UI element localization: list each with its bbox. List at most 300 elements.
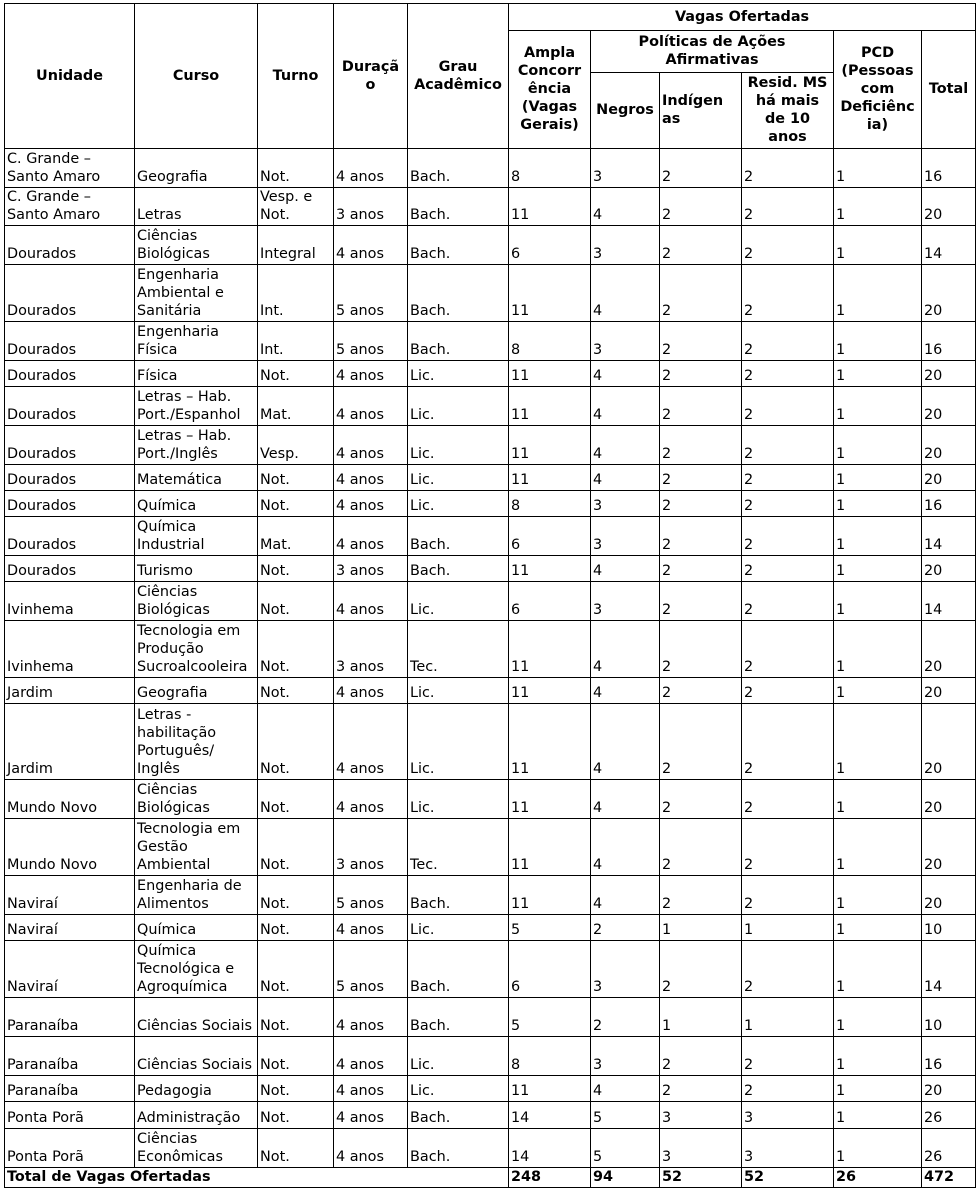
cell-pcd: 1 <box>834 941 922 998</box>
cell-curso: Tecnologia em Produção Sucroalcooleira <box>135 621 258 678</box>
cell-curso: Engenharia Ambiental e Sanitária <box>135 265 258 322</box>
cell-curso: Tecnologia em Gestão Ambiental <box>135 819 258 876</box>
cell-indigenas: 2 <box>660 1076 742 1102</box>
cell-duracao: 5 anos <box>334 265 408 322</box>
cell-indigenas: 2 <box>660 941 742 998</box>
cell-pcd: 1 <box>834 876 922 915</box>
cell-grau: Bach. <box>408 556 509 582</box>
cell-ampla: 6 <box>509 517 591 556</box>
cell-ampla: 11 <box>509 556 591 582</box>
cell-unidade: Paranaíba <box>5 1037 135 1076</box>
table-row <box>5 491 976 517</box>
cell-curso: Geografia <box>135 149 258 188</box>
cell-curso: Geografia <box>135 678 258 704</box>
table-row <box>5 941 976 998</box>
cell-duracao: 4 anos <box>334 149 408 188</box>
cell-indigenas: 2 <box>660 265 742 322</box>
cell-resid: 2 <box>742 704 834 780</box>
cell-resid: 1 <box>742 998 834 1037</box>
cell-pcd: 1 <box>834 226 922 265</box>
cell-pcd: 1 <box>834 780 922 819</box>
cell-grau: Bach. <box>408 188 509 226</box>
cell-resid: 2 <box>742 941 834 998</box>
cell-resid: 2 <box>742 819 834 876</box>
cell-duracao: 3 anos <box>334 556 408 582</box>
cell-resid: 2 <box>742 582 834 621</box>
cell-unidade: Dourados <box>5 491 135 517</box>
cell-pcd: 1 <box>834 556 922 582</box>
header-pcd: PCD (Pessoas com Deficiênc ia) <box>834 31 922 149</box>
cell-unidade: Mundo Novo <box>5 819 135 876</box>
table-row <box>5 1102 976 1129</box>
cell-grau: Lic. <box>408 491 509 517</box>
cell-turno: Int. <box>258 322 334 361</box>
cell-negros: 4 <box>591 556 660 582</box>
table-row <box>5 226 976 265</box>
cell-indigenas: 2 <box>660 517 742 556</box>
cell-total: 14 <box>922 582 976 621</box>
cell-duracao: 3 anos <box>334 819 408 876</box>
cell-turno: Not. <box>258 819 334 876</box>
cell-duracao: 4 anos <box>334 491 408 517</box>
cell-turno: Vesp. e Not. <box>258 188 334 226</box>
cell-unidade: Naviraí <box>5 915 135 941</box>
cell-indigenas: 2 <box>660 704 742 780</box>
cell-ampla: 5 <box>509 998 591 1037</box>
cell-total: 10 <box>922 998 976 1037</box>
cell-indigenas: 2 <box>660 226 742 265</box>
table-row <box>5 819 976 876</box>
cell-negros: 2 <box>591 998 660 1037</box>
cell-pcd: 1 <box>834 491 922 517</box>
cell-duracao: 4 anos <box>334 1076 408 1102</box>
cell-duracao: 3 anos <box>334 188 408 226</box>
cell-negros: 3 <box>591 322 660 361</box>
cell-turno: Not. <box>258 1037 334 1076</box>
cell-curso: Matemática <box>135 465 258 491</box>
cell-total: 20 <box>922 876 976 915</box>
cell-duracao: 4 anos <box>334 387 408 426</box>
cell-indigenas: 2 <box>660 582 742 621</box>
cell-indigenas: 1 <box>660 998 742 1037</box>
cell-turno: Not. <box>258 465 334 491</box>
table-row <box>5 387 976 426</box>
table-row <box>5 704 976 780</box>
cell-total: 20 <box>922 361 976 387</box>
cell-unidade: Dourados <box>5 361 135 387</box>
cell-unidade: Dourados <box>5 265 135 322</box>
header-unidade: Unidade <box>5 4 135 149</box>
cell-grau: Lic. <box>408 780 509 819</box>
cell-negros: 3 <box>591 226 660 265</box>
cell-curso: Letras – Hab. Port./Inglês <box>135 426 258 465</box>
cell-negros: 4 <box>591 465 660 491</box>
cell-unidade: Dourados <box>5 426 135 465</box>
cell-duracao: 4 anos <box>334 582 408 621</box>
cell-grau: Tec. <box>408 621 509 678</box>
table-row <box>5 517 976 556</box>
cell-ampla: 11 <box>509 780 591 819</box>
cell-duracao: 4 anos <box>334 426 408 465</box>
totals-indigenas: 52 <box>660 1168 742 1188</box>
cell-turno: Not. <box>258 1076 334 1102</box>
totals-ampla: 248 <box>509 1168 591 1188</box>
cell-ampla: 11 <box>509 678 591 704</box>
cell-indigenas: 2 <box>660 819 742 876</box>
cell-pcd: 1 <box>834 704 922 780</box>
cell-turno: Not. <box>258 491 334 517</box>
cell-indigenas: 2 <box>660 780 742 819</box>
cell-unidade: Jardim <box>5 678 135 704</box>
cell-pcd: 1 <box>834 517 922 556</box>
cell-total: 20 <box>922 704 976 780</box>
cell-resid: 2 <box>742 322 834 361</box>
cell-ampla: 11 <box>509 819 591 876</box>
cell-duracao: 4 anos <box>334 998 408 1037</box>
cell-negros: 4 <box>591 387 660 426</box>
cell-ampla: 14 <box>509 1129 591 1168</box>
cell-ampla: 14 <box>509 1102 591 1129</box>
cell-curso: Química Tecnológica e Agroquímica <box>135 941 258 998</box>
cell-turno: Not. <box>258 704 334 780</box>
cell-resid: 2 <box>742 780 834 819</box>
cell-resid: 2 <box>742 188 834 226</box>
cell-ampla: 8 <box>509 322 591 361</box>
cell-ampla: 6 <box>509 226 591 265</box>
cell-total: 20 <box>922 556 976 582</box>
cell-unidade: Dourados <box>5 226 135 265</box>
cell-curso: Química <box>135 491 258 517</box>
cell-unidade: C. Grande – Santo Amaro <box>5 149 135 188</box>
cell-curso: Administração <box>135 1102 258 1129</box>
totals-total: 472 <box>922 1168 976 1188</box>
cell-grau: Bach. <box>408 322 509 361</box>
cell-resid: 2 <box>742 426 834 465</box>
cell-resid: 2 <box>742 1076 834 1102</box>
cell-resid: 2 <box>742 465 834 491</box>
cell-negros: 4 <box>591 1076 660 1102</box>
cell-resid: 1 <box>742 915 834 941</box>
cell-grau: Tec. <box>408 819 509 876</box>
cell-negros: 3 <box>591 582 660 621</box>
cell-pcd: 1 <box>834 678 922 704</box>
cell-duracao: 5 anos <box>334 322 408 361</box>
cell-negros: 4 <box>591 819 660 876</box>
cell-turno: Int. <box>258 265 334 322</box>
cell-curso: Ciências Biológicas <box>135 226 258 265</box>
cell-ampla: 6 <box>509 582 591 621</box>
table-row <box>5 1129 976 1168</box>
cell-indigenas: 2 <box>660 556 742 582</box>
cell-indigenas: 2 <box>660 1037 742 1076</box>
cell-total: 20 <box>922 387 976 426</box>
cell-unidade: C. Grande – Santo Amaro <box>5 188 135 226</box>
cell-turno: Integral <box>258 226 334 265</box>
totals-label: Total de Vagas Ofertadas <box>5 1168 509 1188</box>
cell-resid: 2 <box>742 517 834 556</box>
cell-negros: 4 <box>591 621 660 678</box>
cell-ampla: 6 <box>509 941 591 998</box>
table-row <box>5 780 976 819</box>
cell-indigenas: 3 <box>660 1129 742 1168</box>
cell-curso: Ciências Biológicas <box>135 582 258 621</box>
cell-total: 16 <box>922 149 976 188</box>
document-page <box>4 3 976 1188</box>
cell-curso: Engenharia de Alimentos <box>135 876 258 915</box>
cell-curso: Letras - habilitação Português/ Inglês <box>135 704 258 780</box>
table-row <box>5 465 976 491</box>
cell-ampla: 11 <box>509 426 591 465</box>
cell-pcd: 1 <box>834 1129 922 1168</box>
cell-grau: Bach. <box>408 876 509 915</box>
cell-turno: Vesp. <box>258 426 334 465</box>
cell-turno: Not. <box>258 1102 334 1129</box>
cell-indigenas: 2 <box>660 361 742 387</box>
cell-duracao: 4 anos <box>334 678 408 704</box>
cell-grau: Bach. <box>408 998 509 1037</box>
cell-turno: Not. <box>258 941 334 998</box>
cell-negros: 4 <box>591 361 660 387</box>
cell-unidade: Paranaíba <box>5 1076 135 1102</box>
cell-duracao: 3 anos <box>334 621 408 678</box>
header-turno: Turno <box>258 4 334 149</box>
cell-grau: Bach. <box>408 941 509 998</box>
cell-negros: 3 <box>591 941 660 998</box>
cell-pcd: 1 <box>834 582 922 621</box>
cell-grau: Lic. <box>408 1076 509 1102</box>
cell-grau: Lic. <box>408 1037 509 1076</box>
cell-duracao: 4 anos <box>334 517 408 556</box>
cell-resid: 2 <box>742 387 834 426</box>
cell-pcd: 1 <box>834 1037 922 1076</box>
table-row <box>5 556 976 582</box>
cell-unidade: Naviraí <box>5 941 135 998</box>
cell-indigenas: 2 <box>660 322 742 361</box>
cell-turno: Not. <box>258 556 334 582</box>
table-row <box>5 876 976 915</box>
cell-unidade: Dourados <box>5 322 135 361</box>
cell-indigenas: 2 <box>660 465 742 491</box>
cell-negros: 4 <box>591 780 660 819</box>
cell-total: 20 <box>922 678 976 704</box>
cell-grau: Lic. <box>408 678 509 704</box>
cell-resid: 3 <box>742 1102 834 1129</box>
cell-turno: Not. <box>258 998 334 1037</box>
cell-pcd: 1 <box>834 265 922 322</box>
cell-negros: 4 <box>591 188 660 226</box>
cell-pcd: 1 <box>834 915 922 941</box>
cell-total: 26 <box>922 1102 976 1129</box>
totals-negros: 94 <box>591 1168 660 1188</box>
cell-total: 20 <box>922 621 976 678</box>
totals-row <box>5 1168 976 1188</box>
header-curso: Curso <box>135 4 258 149</box>
cell-turno: Not. <box>258 780 334 819</box>
cell-curso: Engenharia Física <box>135 322 258 361</box>
cell-total: 14 <box>922 226 976 265</box>
cell-grau: Lic. <box>408 426 509 465</box>
cell-grau: Bach. <box>408 226 509 265</box>
cell-ampla: 11 <box>509 265 591 322</box>
cell-pcd: 1 <box>834 465 922 491</box>
cell-pcd: 1 <box>834 1102 922 1129</box>
cell-duracao: 4 anos <box>334 1129 408 1168</box>
cell-duracao: 5 anos <box>334 941 408 998</box>
header-grau: Grau Acadêmico <box>408 4 509 149</box>
cell-curso: Letras <box>135 188 258 226</box>
cell-total: 20 <box>922 188 976 226</box>
cell-ampla: 11 <box>509 1076 591 1102</box>
totals-resid: 52 <box>742 1168 834 1188</box>
cell-turno: Mat. <box>258 387 334 426</box>
cell-turno: Not. <box>258 915 334 941</box>
cell-total: 20 <box>922 780 976 819</box>
cell-grau: Lic. <box>408 361 509 387</box>
cell-grau: Lic. <box>408 582 509 621</box>
cell-curso: Pedagogia <box>135 1076 258 1102</box>
cell-resid: 2 <box>742 149 834 188</box>
cell-pcd: 1 <box>834 998 922 1037</box>
cell-grau: Bach. <box>408 517 509 556</box>
cell-pcd: 1 <box>834 322 922 361</box>
cell-pcd: 1 <box>834 819 922 876</box>
table-row <box>5 188 976 226</box>
cell-negros: 4 <box>591 876 660 915</box>
cell-resid: 2 <box>742 621 834 678</box>
cell-total: 20 <box>922 465 976 491</box>
cell-turno: Not. <box>258 678 334 704</box>
cell-turno: Not. <box>258 1129 334 1168</box>
table-row <box>5 678 976 704</box>
cell-turno: Not. <box>258 361 334 387</box>
cell-indigenas: 2 <box>660 188 742 226</box>
cell-ampla: 8 <box>509 149 591 188</box>
cell-total: 20 <box>922 819 976 876</box>
cell-total: 16 <box>922 1037 976 1076</box>
cell-turno: Not. <box>258 621 334 678</box>
cell-pcd: 1 <box>834 621 922 678</box>
table-row <box>5 998 976 1037</box>
cell-total: 16 <box>922 491 976 517</box>
cell-indigenas: 2 <box>660 149 742 188</box>
cell-unidade: Ponta Porã <box>5 1129 135 1168</box>
table-row <box>5 621 976 678</box>
cell-curso: Ciências Sociais <box>135 1037 258 1076</box>
cell-indigenas: 3 <box>660 1102 742 1129</box>
header-indigenas: Indígen as <box>660 73 742 149</box>
cell-negros: 3 <box>591 491 660 517</box>
cell-resid: 2 <box>742 491 834 517</box>
cell-unidade: Dourados <box>5 465 135 491</box>
cell-grau: Bach. <box>408 1129 509 1168</box>
cell-resid: 2 <box>742 876 834 915</box>
cell-unidade: Paranaíba <box>5 998 135 1037</box>
table-row <box>5 915 976 941</box>
cell-pcd: 1 <box>834 149 922 188</box>
cell-pcd: 1 <box>834 426 922 465</box>
cell-ampla: 11 <box>509 876 591 915</box>
cell-indigenas: 2 <box>660 678 742 704</box>
cell-ampla: 11 <box>509 188 591 226</box>
cell-curso: Letras – Hab. Port./Espanhol <box>135 387 258 426</box>
cell-negros: 3 <box>591 149 660 188</box>
header-duracao: Duraçã o <box>334 4 408 149</box>
cell-total: 26 <box>922 1129 976 1168</box>
header-total: Total <box>922 31 976 149</box>
cell-duracao: 4 anos <box>334 226 408 265</box>
cell-total: 10 <box>922 915 976 941</box>
cell-resid: 3 <box>742 1129 834 1168</box>
cell-grau: Bach. <box>408 1102 509 1129</box>
header-resid-ms: Resid. MS há mais de 10 anos <box>742 73 834 149</box>
cell-unidade: Jardim <box>5 704 135 780</box>
cell-duracao: 4 anos <box>334 780 408 819</box>
cell-pcd: 1 <box>834 1076 922 1102</box>
cell-unidade: Ponta Porã <box>5 1102 135 1129</box>
cell-negros: 4 <box>591 678 660 704</box>
header-ampla: Ampla Concorr ência (Vagas Gerais) <box>509 31 591 149</box>
cell-ampla: 8 <box>509 491 591 517</box>
cell-duracao: 4 anos <box>334 704 408 780</box>
cell-total: 14 <box>922 517 976 556</box>
cell-resid: 2 <box>742 361 834 387</box>
cell-total: 20 <box>922 265 976 322</box>
table-row <box>5 426 976 465</box>
cell-curso: Química <box>135 915 258 941</box>
cell-unidade: Dourados <box>5 387 135 426</box>
cell-ampla: 8 <box>509 1037 591 1076</box>
cell-indigenas: 2 <box>660 426 742 465</box>
cell-duracao: 5 anos <box>334 876 408 915</box>
cell-unidade: Mundo Novo <box>5 780 135 819</box>
table-row <box>5 1076 976 1102</box>
cell-duracao: 4 anos <box>334 915 408 941</box>
table-row <box>5 361 976 387</box>
table-row <box>5 265 976 322</box>
cell-ampla: 11 <box>509 387 591 426</box>
cell-ampla: 11 <box>509 621 591 678</box>
cell-negros: 3 <box>591 1037 660 1076</box>
header-politicas: Políticas de Ações Afirmativas <box>591 31 834 73</box>
cell-negros: 5 <box>591 1102 660 1129</box>
cell-grau: Lic. <box>408 704 509 780</box>
cell-pcd: 1 <box>834 387 922 426</box>
cell-indigenas: 2 <box>660 621 742 678</box>
table-row <box>5 149 976 188</box>
cell-turno: Not. <box>258 876 334 915</box>
header-negros: Negros <box>591 73 660 149</box>
cell-resid: 2 <box>742 556 834 582</box>
table-row <box>5 322 976 361</box>
cell-total: 20 <box>922 426 976 465</box>
cell-turno: Not. <box>258 149 334 188</box>
cell-grau: Lic. <box>408 387 509 426</box>
cell-indigenas: 2 <box>660 387 742 426</box>
cell-duracao: 4 anos <box>334 1102 408 1129</box>
cell-pcd: 1 <box>834 361 922 387</box>
cell-unidade: Dourados <box>5 556 135 582</box>
table-row <box>5 1037 976 1076</box>
vagas-table <box>4 3 976 1188</box>
cell-negros: 4 <box>591 265 660 322</box>
cell-curso: Ciências Sociais <box>135 998 258 1037</box>
cell-grau: Lic. <box>408 915 509 941</box>
cell-negros: 2 <box>591 915 660 941</box>
cell-grau: Bach. <box>408 265 509 322</box>
cell-turno: Not. <box>258 582 334 621</box>
cell-curso: Turismo <box>135 556 258 582</box>
cell-indigenas: 2 <box>660 491 742 517</box>
